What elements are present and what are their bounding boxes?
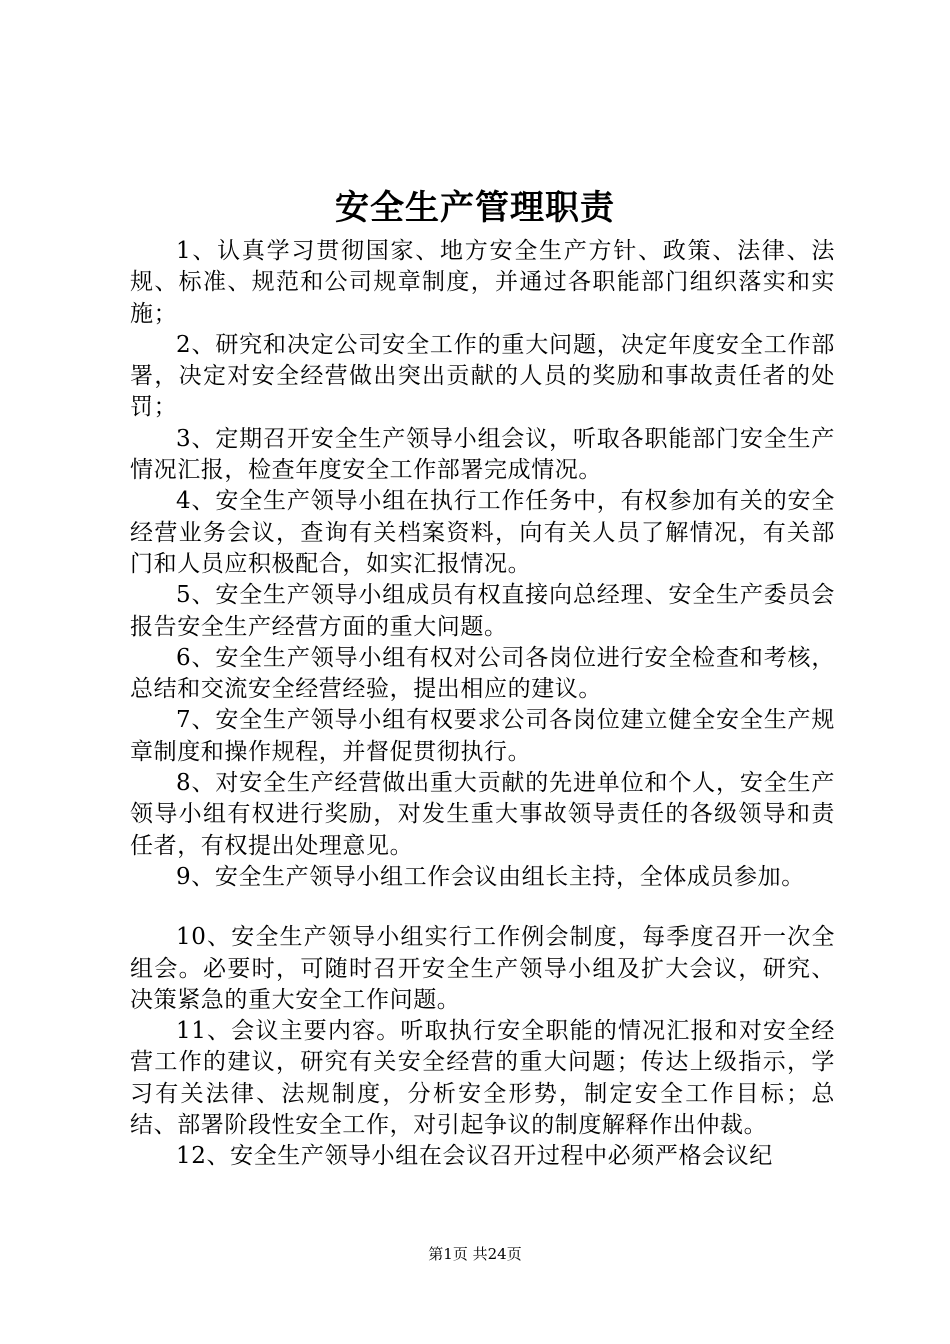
paragraph-5: 5、安全生产领导小组成员有权直接向总经理、安全生产委员会报告安全生产经营方面的重大问题。 [130, 582, 835, 640]
paragraph-2: 2、研究和决定公司安全工作的重大问题，决定年度安全工作部署，决定对安全经营做出突出贡献的人员的奖励和事故责任者的处罚； [130, 331, 835, 421]
page-number-footer: 第1页 共24页 [428, 1245, 522, 1263]
paragraph-8: 8、对安全生产经营做出重大贡献的先进单位和个人，安全生产领导小组有权进行奖励，对发生重大事故领导责任的各级领导和责任者，有权提出处理意见。 [130, 770, 835, 859]
paragraph-1: 1、认真学习贯彻国家、地方安全生产方针、政策、法律、法规、标准、规范和公司规章制度，并通过各职能部门组织落实和实施； [130, 238, 835, 327]
paragraph-6: 6、安全生产领导小组有权对公司各岗位进行安全检查和考核，总结和交流安全经营经验，提出相应的建议。 [130, 644, 835, 703]
paragraph-7: 7、安全生产领导小组有权要求公司各岗位建立健全安全生产规章制度和操作规程，并督促贯彻执行。 [130, 707, 835, 765]
paragraph-10: 10、安全生产领导小组实行工作例会制度，每季度召开一次全组会。必要时，可随时召开安全生产领导小组及扩大会议，研究、决策紧急的重大安全工作问题。 [130, 924, 835, 1013]
document-title: 安全生产管理职责 [335, 188, 615, 228]
document-body [130, 236, 835, 1173]
paragraph-12: 12、安全生产领导小组在会议召开过程中必须严格会议纪 [176, 1143, 773, 1170]
paragraph-4: 4、安全生产领导小组在执行工作任务中，有权参加有关的安全经营业务会议，查询有关档案资料，向有关人员了解情况，有关部门和人员应积极配合，如实汇报情况。 [130, 488, 835, 577]
paragraph-3: 3、定期召开安全生产领导小组会议，听取各职能部门安全生产情况汇报，检查年度安全工作部署完成情况。 [130, 425, 835, 484]
paragraph-11: 11、会议主要内容。听取执行安全职能的情况汇报和对安全经营工作的建议，研究有关安全经营的重大问题；传达上级指示，学习有关法律、法规制度，分析安全形势，制定安全工作目标；总结、部署阶段性安全工作，对引起争议的制度解释作出仲裁。 [130, 1018, 835, 1139]
paragraph-spacer [130, 893, 835, 922]
paragraph-9: 9、安全生产领导小组工作会议由组长主持，全体成员参加。 [176, 863, 805, 890]
